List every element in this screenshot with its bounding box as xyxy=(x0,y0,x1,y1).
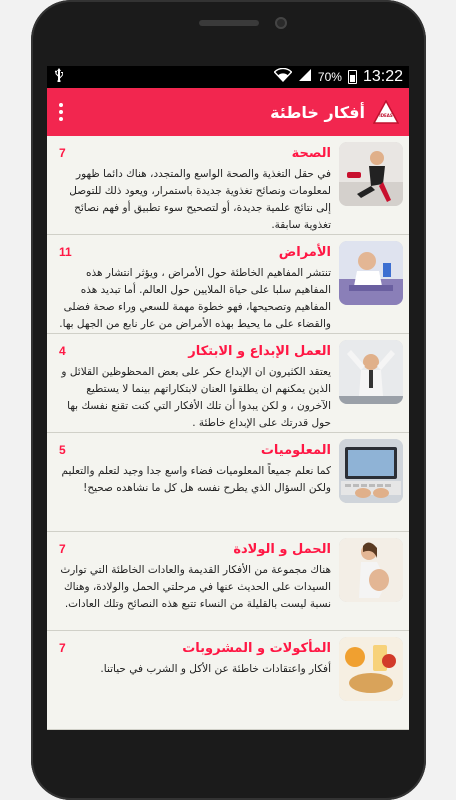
screen xyxy=(47,66,409,730)
thumb-health xyxy=(339,142,403,206)
battery-percent: 70% xyxy=(317,70,342,84)
speaker xyxy=(199,20,259,26)
battery-icon xyxy=(348,70,357,84)
thumb-creativity xyxy=(339,340,403,404)
item-header xyxy=(53,637,331,659)
list-item-health[interactable] xyxy=(47,136,409,235)
item-count: 7 xyxy=(59,542,66,556)
item-header xyxy=(53,538,331,560)
app-title-group xyxy=(270,100,399,124)
item-count: 5 xyxy=(59,443,66,457)
thumb-informatics xyxy=(339,439,403,503)
list-item-informatics[interactable] xyxy=(47,433,409,532)
item-header xyxy=(53,340,331,362)
item-header xyxy=(53,142,331,164)
item-count: 4 xyxy=(59,344,66,358)
thumb-pregnancy xyxy=(339,538,403,602)
overflow-menu-icon[interactable] xyxy=(59,103,63,121)
item-title: الأمراض xyxy=(278,244,331,260)
item-content xyxy=(53,241,331,333)
item-title: الحمل و الولادة xyxy=(233,541,331,557)
item-description: كما نعلم جميعاً المعلوميات فضاء واسع جدا وجيد لتعلم والتعليم ولكن السؤال الذي يطرح نفسه هل كل ما نشاهده صحيح! xyxy=(61,465,331,494)
thumb-food xyxy=(339,637,403,701)
item-header xyxy=(53,439,331,461)
item-title: العمل الإبداع و الابتكار xyxy=(188,343,331,359)
svg-text:IDEAS: IDEAS xyxy=(379,113,393,118)
item-title: المعلوميات xyxy=(260,442,331,458)
list-item-creativity[interactable] xyxy=(47,334,409,433)
clock: 13:22 xyxy=(362,68,403,85)
list-item-diseases[interactable] xyxy=(47,235,409,334)
item-description: هناك مجموعة من الأفكار القديمة والعادات الخاطئة التي توارث السيدات على الحديث عنها في مرحلتي الحمل والولادة، وهناك نسبة ليست بالقليلة من النساء تتبع هذه النصائح وتلك العادات. xyxy=(60,564,331,610)
front-camera xyxy=(275,17,287,29)
item-count: 7 xyxy=(59,641,66,655)
item-content xyxy=(53,637,331,729)
wifi-icon xyxy=(274,68,292,86)
item-description: في حقل التغذية والصحة الواسع والمتجدد، هناك دائما ظهور لمعلومات ونصائح تغذوية جديدة باستمرار، ويعود ذلك للتوصل إلى نتائج علمية جديدة، أو لتصحيح سوء تطبيق أو فهم نصائح تغذوية سابقة. xyxy=(69,168,331,231)
status-left xyxy=(53,68,65,86)
topics-list xyxy=(47,136,409,730)
device-bottom-bezel xyxy=(47,730,409,790)
item-content xyxy=(53,538,331,630)
item-description: تنتشر المفاهيم الخاطئة حول الأمراض ، ويؤثر انتشار هذه المفاهيم سلبا على حياة الملايين حول العالم. أما تبديد هذه المفاهيم وتصحيحها، فهو خطوة مهمة للسعي وراء صحة فضلى والقضاء على ما يحيط بهذه الأمراض من عار نابع من الجهل بها. xyxy=(59,267,331,330)
list-item-food[interactable] xyxy=(47,631,409,730)
item-count: 7 xyxy=(59,146,66,160)
thumb-diseases xyxy=(339,241,403,305)
signal-icon xyxy=(298,68,312,86)
item-content xyxy=(53,439,331,531)
list-item-pregnancy[interactable] xyxy=(47,532,409,631)
item-title: المأكولات و المشروبات xyxy=(182,640,331,656)
usb-icon xyxy=(53,68,65,86)
item-content xyxy=(53,142,331,234)
status-right xyxy=(274,68,403,86)
app-title: أفكار خاطئة xyxy=(270,102,365,122)
item-header xyxy=(53,241,331,263)
warning-triangle-icon xyxy=(373,100,399,124)
item-content xyxy=(53,340,331,432)
status-bar xyxy=(47,66,409,88)
item-description: يعتقد الكثيرون ان الإبداع حكر على بعض المحظوظين القلائل و الذين يمكنهم ان يطلقوا العنان لابتكاراتهم بينما لا يستطيع الآخرون ، و لكن يبدوا أن تلك الأفكار التي كنت تقنع نفسك بها حول قدرتك على الإبداع خاطئة . xyxy=(61,366,331,429)
item-description: أفكار واعتقادات خاطئة عن الأكل و الشرب في حياتنا. xyxy=(100,663,331,675)
item-count: 11 xyxy=(59,245,72,259)
item-title: الصحة xyxy=(291,145,331,161)
app-bar xyxy=(47,88,409,136)
